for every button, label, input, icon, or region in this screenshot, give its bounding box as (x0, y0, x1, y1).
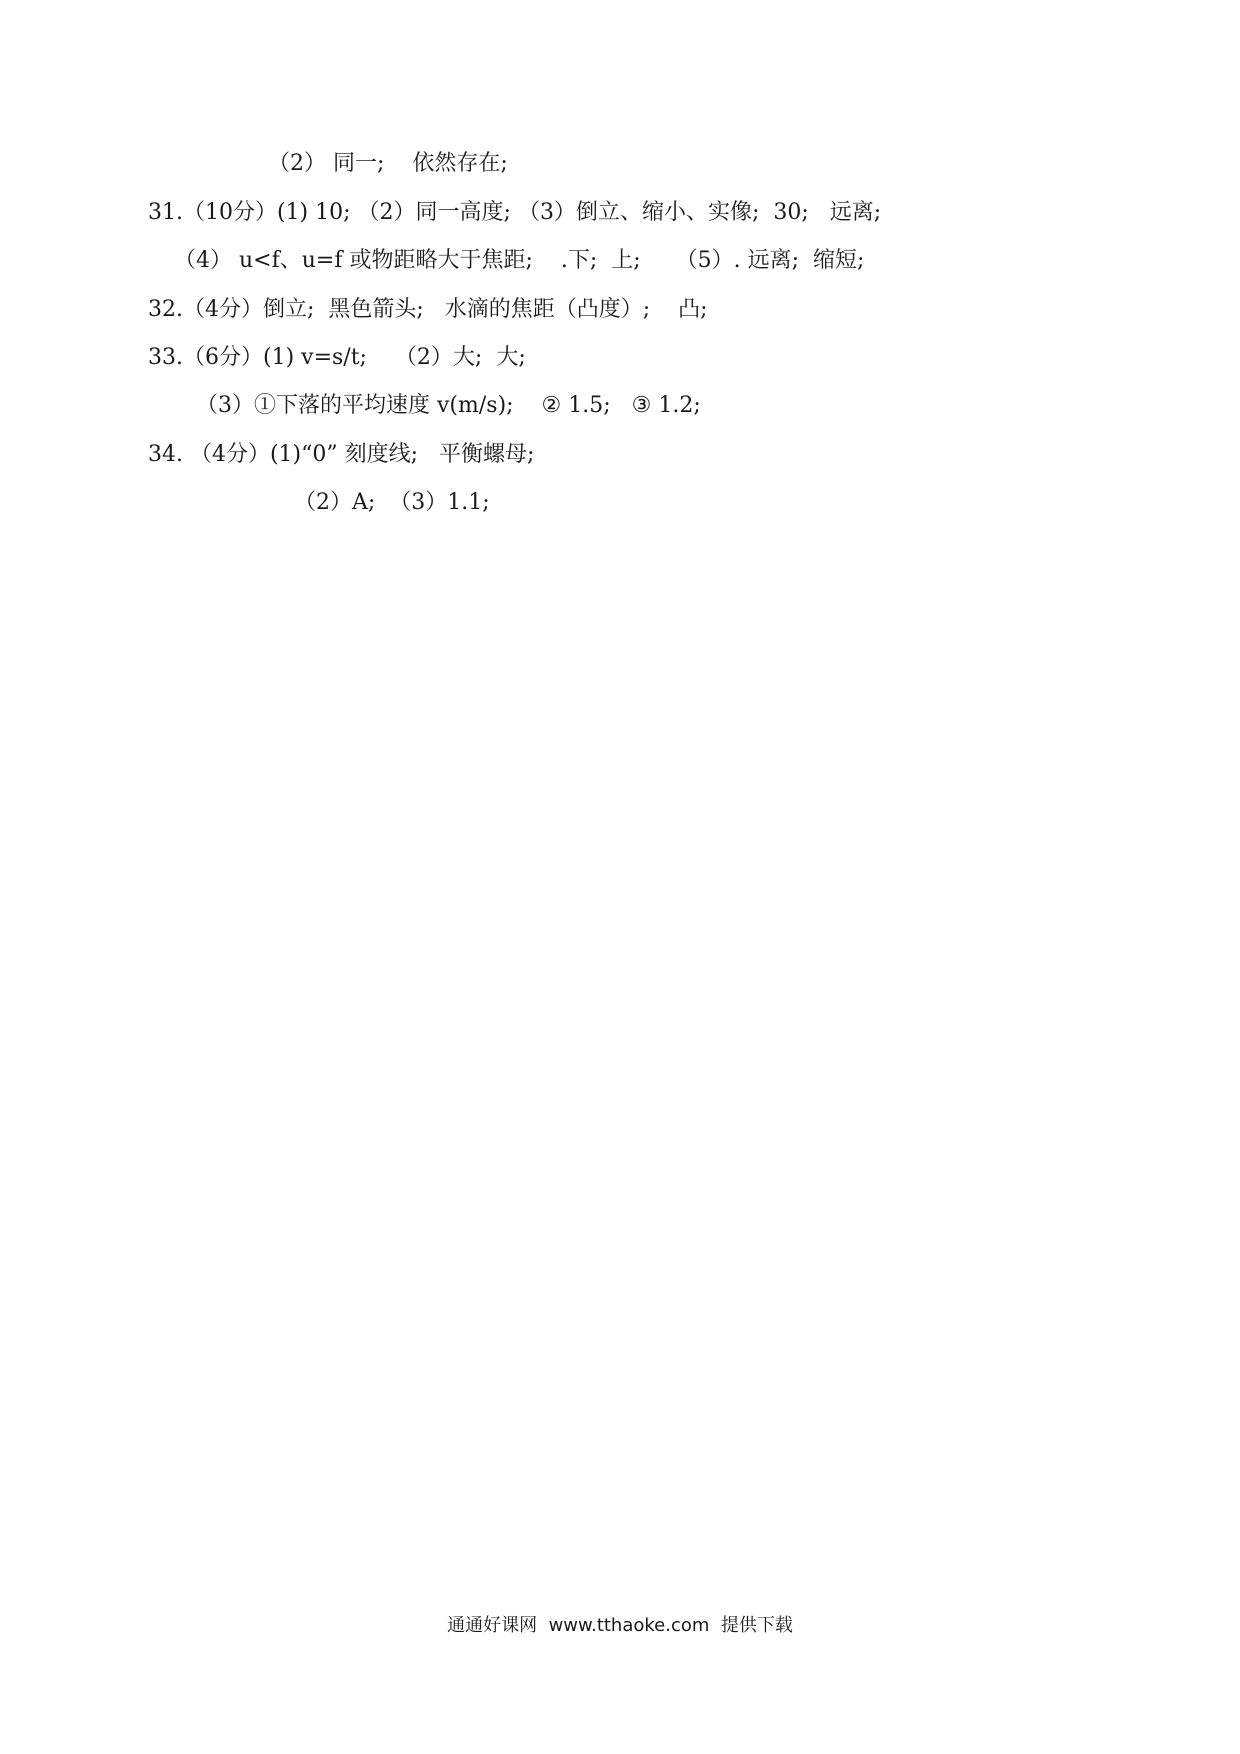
answer-line-32: 32.（4分）倒立; 黑色箭头; 水滴的焦距（凸度）; 凸; (148, 297, 708, 322)
answer-line-30-part2: （2） 同一; 依然存在; (268, 151, 508, 176)
answer-line-33-part3: （3）①下落的平均速度 v(m/s); ② 1.5; ③ 1.2; (196, 393, 701, 418)
answer-line-31: 31.（10分）(1) 10; （2）同一高度; （3）倒立、缩小、实像; 30; 远离; (148, 200, 882, 225)
answer-line-34: 34. （4分）(1)“0” 刻度线; 平衡螺母; (148, 442, 535, 467)
answer-line-31-part4-5: （4） u<f、u=f 或物距略大于焦距; .下; 上; （5）. 远离; 缩短; (174, 248, 865, 273)
download-footer: 通通好课网 www.tthaoke.com 提供下载 (447, 1615, 793, 1636)
answer-line-33: 33.（6分）(1) v=s/t; （2）大; 大; (148, 345, 526, 370)
answer-line-34-part2-3: （2）A; （3）1.1; (294, 490, 490, 515)
